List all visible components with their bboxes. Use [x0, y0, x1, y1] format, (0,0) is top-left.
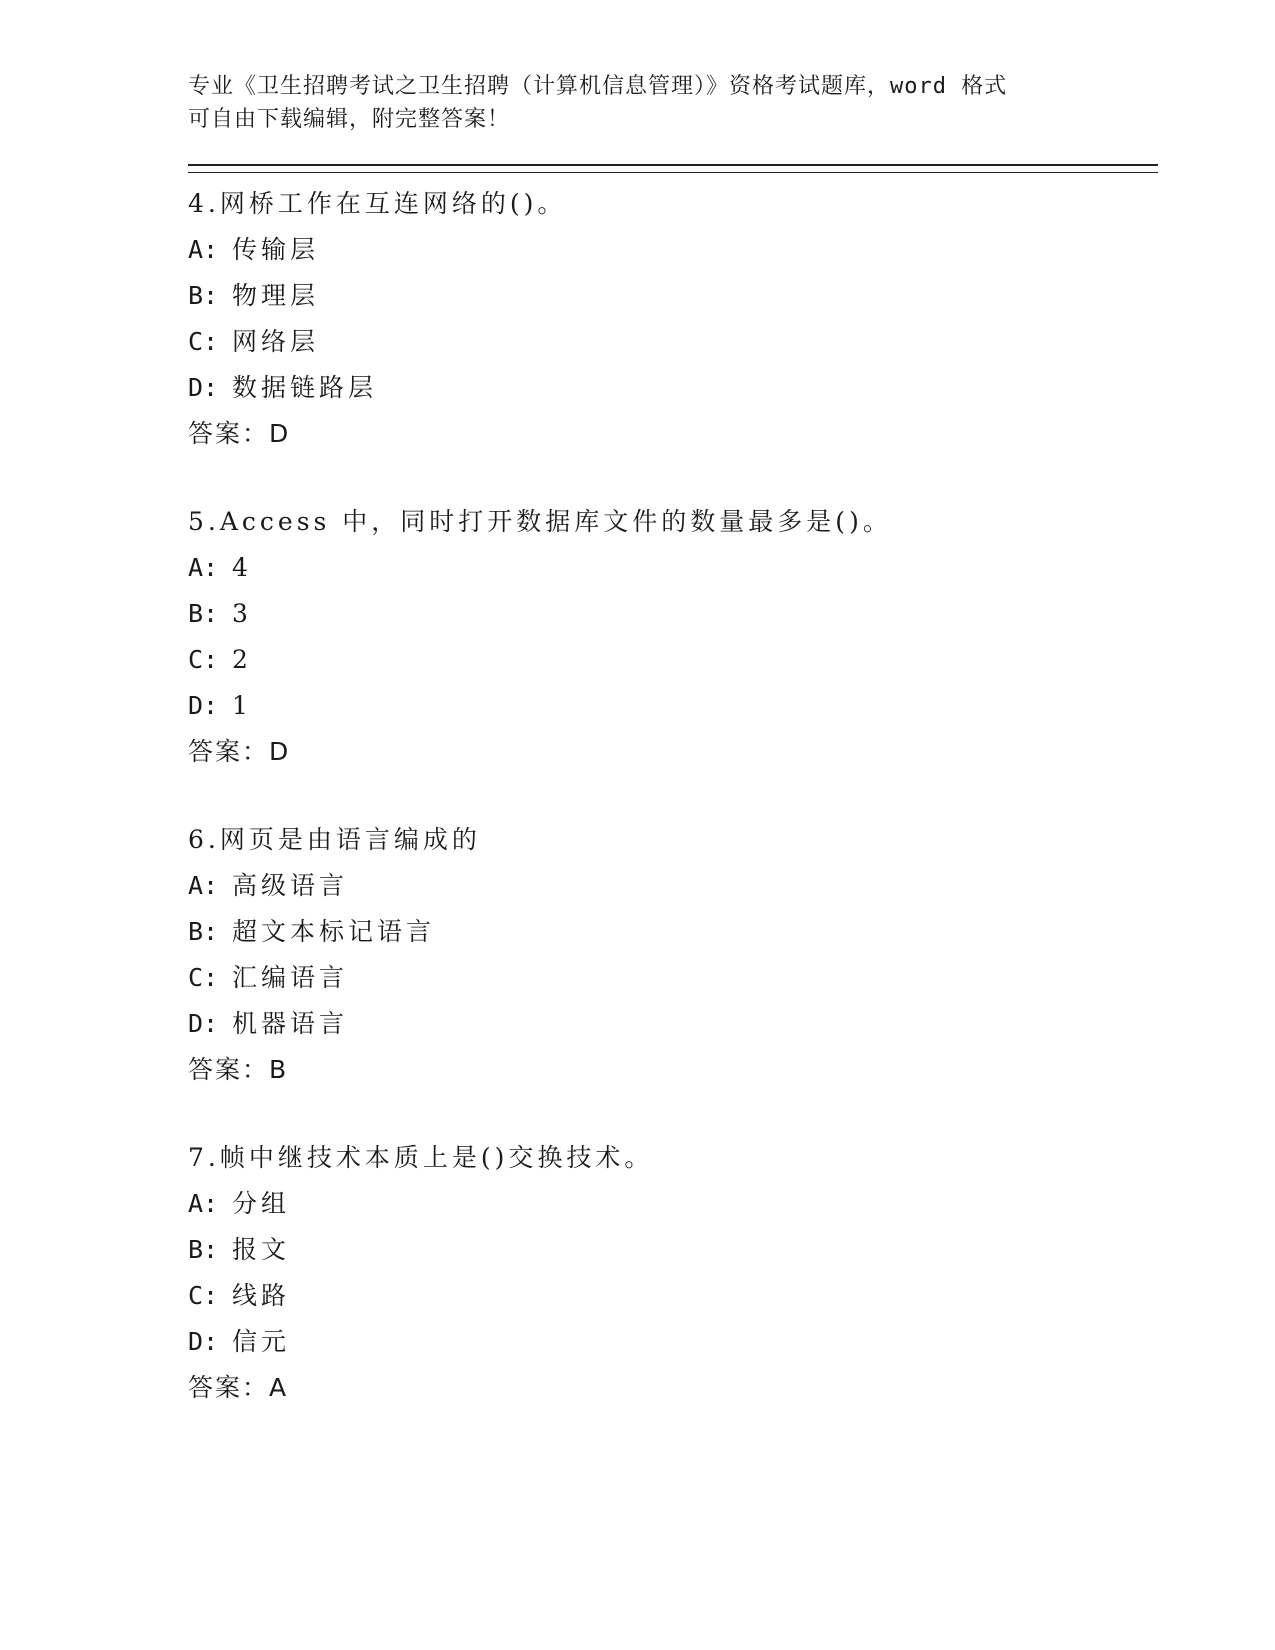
- header-line-1: 专业《卫生招聘考试之卫生招聘（计算机信息管理）》资格考试题库，word 格式: [188, 74, 1008, 99]
- option-text: 分组: [232, 1189, 291, 1218]
- option-item: [188, 365, 1158, 411]
- question-title: 5.Access 中，同时打开数据库文件的数量最多是()。: [188, 507, 892, 536]
- option-key: B:: [188, 1235, 219, 1264]
- option-item: [188, 319, 1158, 365]
- option-key: A:: [188, 235, 219, 264]
- option-text: 传输层: [232, 235, 320, 264]
- option-key: B:: [188, 599, 219, 628]
- option-key: C:: [188, 963, 219, 992]
- option-key: D:: [188, 691, 219, 720]
- option-list: [188, 1181, 1158, 1365]
- option-item: [188, 1227, 1158, 1273]
- option-item: [188, 955, 1158, 1001]
- option-text: 高级语言: [232, 871, 349, 900]
- option-item: [188, 227, 1158, 273]
- option-text: 报文: [232, 1235, 291, 1264]
- option-item: [188, 909, 1158, 955]
- option-text: 2: [232, 645, 252, 674]
- question-title: 4.网桥工作在互连网络的()。: [188, 189, 567, 218]
- option-key: B:: [188, 917, 219, 946]
- option-item: [188, 273, 1158, 319]
- answer-line: 答案：D: [188, 419, 291, 448]
- option-list: [188, 545, 1158, 729]
- option-key: D:: [188, 373, 219, 402]
- option-text: 机器语言: [232, 1009, 349, 1038]
- option-text: 汇编语言: [232, 963, 349, 992]
- option-list: [188, 863, 1158, 1047]
- option-text: 网络层: [232, 327, 320, 356]
- option-item: [188, 683, 1158, 729]
- option-key: D:: [188, 1327, 219, 1356]
- option-item: [188, 1319, 1158, 1365]
- option-item: [188, 1181, 1158, 1227]
- question-block: [188, 499, 1158, 775]
- option-text: 数据链路层: [232, 373, 378, 402]
- option-text: 4: [232, 553, 252, 582]
- question-block: [188, 1135, 1158, 1411]
- option-key: C:: [188, 1281, 219, 1310]
- option-key: A:: [188, 553, 219, 582]
- option-text: 线路: [232, 1281, 291, 1310]
- option-item: [188, 1273, 1158, 1319]
- question-block: [188, 817, 1158, 1093]
- answer-line: 答案：D: [188, 737, 291, 766]
- option-text: 物理层: [232, 281, 320, 310]
- option-text: 3: [232, 599, 252, 628]
- question-title: 6.网页是由语言编成的: [188, 825, 481, 854]
- option-key: D:: [188, 1009, 219, 1038]
- option-item: [188, 545, 1158, 591]
- option-list: [188, 227, 1158, 411]
- header-divider: [188, 164, 1158, 173]
- option-text: 1: [232, 691, 252, 720]
- question-block: [188, 181, 1158, 457]
- question-title: 7.帧中继技术本质上是()交换技术。: [188, 1143, 654, 1172]
- option-item: [188, 591, 1158, 637]
- answer-line: 答案：B: [188, 1055, 289, 1084]
- document-page: [188, 70, 1158, 1411]
- option-key: A:: [188, 871, 219, 900]
- answer-line: 答案：A: [188, 1373, 289, 1402]
- option-key: C:: [188, 645, 219, 674]
- option-key: C:: [188, 327, 219, 356]
- option-item: [188, 637, 1158, 683]
- header-line-2: 可自由下载编辑，附完整答案！: [188, 107, 511, 132]
- option-text: 超文本标记语言: [232, 917, 436, 946]
- option-key: A:: [188, 1189, 219, 1218]
- document-header: [188, 70, 1068, 136]
- option-item: [188, 1001, 1158, 1047]
- option-key: B:: [188, 281, 219, 310]
- option-item: [188, 863, 1158, 909]
- option-text: 信元: [232, 1327, 291, 1356]
